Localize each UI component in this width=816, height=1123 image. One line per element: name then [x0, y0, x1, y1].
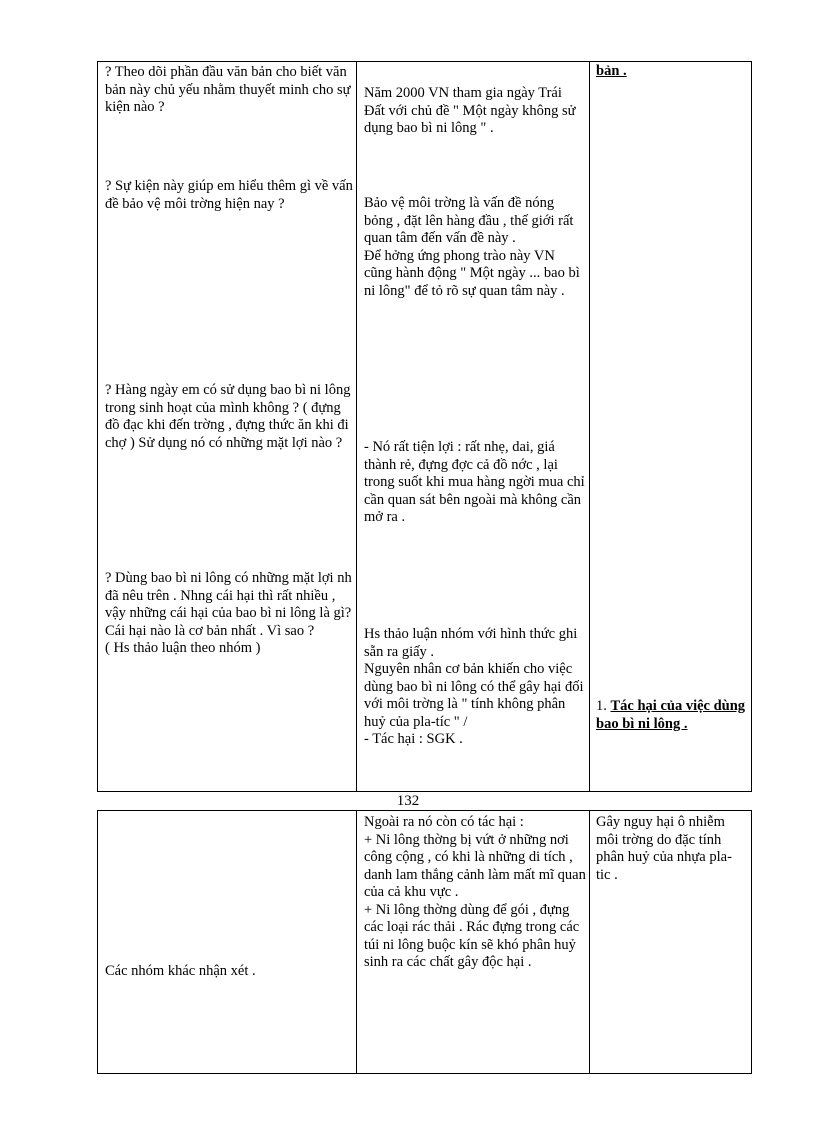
question-2: ? Sự kiện này giúp em hiểu thêm gì về vấn đề bảo vệ môi trờng hiện nay ? — [105, 178, 353, 212]
section-heading-number: 1. — [596, 698, 611, 714]
student-column — [357, 811, 590, 1073]
teacher-column — [98, 811, 357, 1073]
content-column — [590, 62, 751, 791]
question-4: ? Dùng bao bì ni lông có những mặt lợi nh đã nêu trên . Nhng cái hại thì rất nhiều , vậy những cái hại của bao bì ni lông là gì? Cái hại nào là cơ bản nhất . Vì sao ? ( Hs thảo luận theo nhóm ) — [105, 570, 352, 656]
student-answer-column — [357, 62, 590, 791]
continued-heading: bản . — [596, 63, 627, 79]
answer-2: Bảo vệ môi trờng là vấn đề nóng bỏng , đặt lên hàng đầu , thế giới rất quan tâm đến vấn đề này . Để hởng ứng phong trào này VN cũng hành động " Một ngày ... bao bì ni lông" để tỏ rõ sự quan tâm này . — [364, 195, 580, 299]
groups-comment: Các nhóm khác nhận xét . — [105, 963, 256, 979]
answer-1: Năm 2000 VN tham gia ngày Trái Đất với chủ đề " Một ngày không sử dụng bao bì ni lông " . — [364, 85, 576, 136]
answer-3: - Nó rất tiện lợi : rất nhẹ, dai, giá thành rẻ, đựng đợc cả đồ nớc , lại trong suốt khi mua hàng ngời mua chỉ cần quan sát bên ngoài mà không cần mở ra . — [364, 439, 585, 525]
lesson-table-bottom — [97, 810, 752, 1074]
harm-summary: Gây nguy hại ô nhiễm môi trờng do đặc tính phân huỷ của nhựa pla-tic . — [596, 814, 732, 883]
section-heading — [596, 698, 746, 733]
section-heading-title: Tác hại của việc dùng bao bì ni lông . — [596, 698, 746, 732]
content-column-2 — [590, 811, 751, 1073]
additional-harms: Ngoài ra nó còn có tác hại : + Ni lông thờng bị vứt ở những nơi công cộng , có khi là những di tích , danh lam thắng cảnh làm mất mĩ quan của cả khu vực . + Ni lông thờng dùng để gói , đựng các loại rác thải . Rác đựng trong các túi ni lông buộc kín sẽ khó phân huỷ sinh ra các chất gây độc hại . — [364, 814, 586, 970]
teacher-question-column — [98, 62, 357, 791]
question-3: ? Hàng ngày em có sử dụng bao bì ni lông trong sinh hoạt của mình không ? ( đựng đồ đạc khi đến trờng , đựng thức ăn khi đi chợ ) Sử dụng nó có những mặt lợi nào ? — [105, 382, 351, 451]
question-1: ? Theo dõi phần đầu văn bản cho biết văn bản này chủ yếu nhằm thuyết minh cho sự kiện nào ? — [105, 64, 351, 115]
page-number: 132 — [396, 793, 420, 809]
lesson-table-top — [97, 61, 752, 792]
answer-4: Hs thảo luận nhóm với hình thức ghi sẵn ra giấy . Nguyên nhân cơ bản khiến cho việc dùng bao bì ni lông có thể gây hại đối với môi trờng là " tính không phân huỷ của pla-tíc " / - Tác hại : SGK . — [364, 626, 584, 747]
